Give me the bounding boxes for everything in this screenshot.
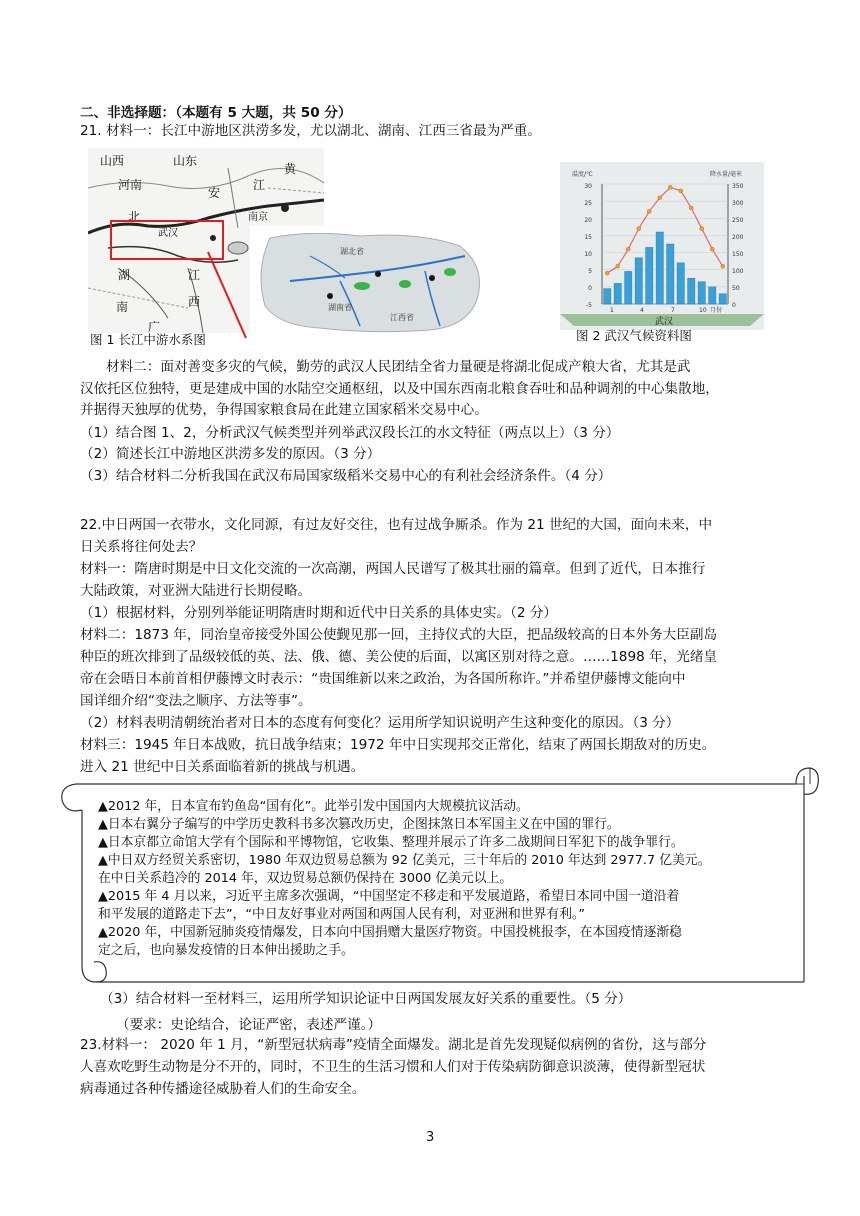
scroll-item-line: ▲2012 年，日本宣布钓鱼岛“国有化”。此举引发中国国内大规模抗议活动。 bbox=[98, 799, 529, 814]
scroll-item-line: ▲2015 年 4 月以来，习近平主席多次强调，“中国坚定不移走和平发展道路，希望日本同中国一道沿着 bbox=[98, 889, 680, 904]
precipitation-bar bbox=[698, 282, 705, 304]
map-label-xi: 西 bbox=[188, 295, 201, 309]
right-tick: 100 bbox=[732, 268, 744, 275]
precipitation-bar bbox=[667, 244, 674, 304]
right-tick: 350 bbox=[732, 183, 744, 190]
q23-material-1-line: 人喜欢吃野生动物是分不开的，同时，不卫生的生活习惯和人们对于传染病防御意识淡薄，使得新型冠状 bbox=[80, 1059, 706, 1075]
scroll-item-line: ▲中日双方经贸关系密切，1980 年双边贸易总额为 92 亿美元，三十年后的 2010 年达到 2977.7 亿美元。 bbox=[98, 853, 711, 868]
map-label-wuhan: 武汉 bbox=[158, 228, 178, 239]
figure-1-caption: 图 1 长江中游水系图 bbox=[90, 332, 206, 347]
figure-2-caption: 图 2 武汉气候资料图 bbox=[576, 328, 692, 343]
temperature-point bbox=[710, 247, 714, 251]
chart-title: 武汉 bbox=[655, 317, 674, 327]
temperature-point bbox=[658, 196, 662, 200]
right-axis-label: 降水量/毫米 bbox=[710, 171, 743, 178]
precipitation-bar bbox=[677, 263, 684, 304]
map-label-huang: 黄 bbox=[284, 162, 297, 176]
page-number: 3 bbox=[426, 1130, 435, 1145]
precipitation-bar bbox=[604, 289, 611, 304]
scroll-item-line: 在中日关系趋冷的 2014 年，双边贸易总额仍保持在 3000 亿美元以上。 bbox=[98, 871, 513, 886]
q21-question-2: （2）简述长江中游地区洪涝多发的原因。（3 分） bbox=[80, 446, 381, 462]
precipitation-bar bbox=[646, 247, 653, 304]
map-label-henan: 河南 bbox=[118, 178, 143, 192]
precipitation-bar bbox=[614, 283, 621, 304]
map-label-hu: 湖 bbox=[118, 268, 131, 282]
x-tick: 4 bbox=[640, 307, 644, 314]
q21-question-1: （1）结合图 1、2，分析武汉气候类型并列举武汉段长江的水文特征（两点以上）（3 分） bbox=[80, 425, 620, 441]
right-tick: 50 bbox=[732, 285, 740, 292]
left-tick: 0 bbox=[588, 285, 592, 292]
left-axis-label: 温度/℃ bbox=[572, 171, 593, 178]
q21-material-2-line: 材料二：面对善变多灾的气候，勤劳的武汉人民团结全省力量硬是将湖北促成产粮大省，尤其是武 bbox=[106, 359, 691, 375]
q23-material-1-line: 病毒通过各种传播途径威胁着人们的生命安全。 bbox=[80, 1081, 366, 1097]
right-tick: 250 bbox=[732, 217, 744, 224]
right-tick: 200 bbox=[732, 234, 744, 241]
q22-material-1-line: 大陆政策，对亚洲大陆进行长期侵略。 bbox=[80, 583, 312, 599]
scroll-item-line: ▲日本京都立命馆大学有个国际和平博物馆，它收集、整理并展示了许多二战期间日军犯下的战争罪行。 bbox=[98, 835, 684, 850]
figure-1-inset-map bbox=[250, 226, 498, 334]
left-tick: 15 bbox=[584, 234, 592, 241]
left-tick: 5 bbox=[588, 268, 592, 275]
temperature-points bbox=[605, 185, 725, 275]
temperature-point bbox=[668, 185, 672, 189]
map-label-guang: 广 bbox=[148, 320, 161, 333]
inset-label-jiangxi: 江西省 bbox=[390, 313, 414, 322]
q22-intro-line: 22.中日两国一衣带水，文化同源，有过友好交往，也有过战争厮杀。作为 21 世纪的大国，面向未来，中 bbox=[80, 517, 713, 533]
q22-question-3: （3）结合材料一至材料三，运用所学知识论证中日两国发展友好关系的重要性。（5 分） bbox=[100, 991, 632, 1007]
left-tick: 10 bbox=[584, 251, 592, 258]
q22-material-3-line: 进入 21 世纪中日关系面临着新的挑战与机遇。 bbox=[80, 759, 365, 775]
x-axis-label: 月份 bbox=[710, 307, 723, 314]
q22-material-2-line: 帝在会晤日本前首相伊藤博文时表示：“贵国维新以来之政治，为各国所称许。”并希望伊藤博文能向中 bbox=[80, 671, 686, 687]
q22-material-2-line: 材料二：1873 年，同治皇帝接受外国公使觐见那一回，主持仪式的大臣，把品级较高的日本外务大臣副岛 bbox=[80, 627, 718, 643]
left-tick: -5 bbox=[586, 302, 592, 309]
right-tick: 300 bbox=[732, 200, 744, 207]
q21-question-3: （3）结合材料二分析我国在武汉布局国家级稻米交易中心的有利社会经济条件。（4 分） bbox=[80, 468, 612, 484]
right-tick: 150 bbox=[732, 251, 744, 258]
map-label-bei: 北 bbox=[128, 210, 141, 224]
scroll-item-line: 定之后，也向暴发疫情的日本伸出援助之手。 bbox=[98, 943, 354, 958]
q22-question-1: （1）根据材料，分别列举能证明隋唐时期和近代中日关系的具体史实。（2 分） bbox=[80, 605, 558, 621]
precipitation-bar bbox=[688, 278, 695, 304]
map-label-nan: 南 bbox=[116, 300, 129, 314]
temperature-point bbox=[626, 247, 630, 251]
q22-material-1-line: 材料一：隋唐时期是中日文化交流的一次高潮，两国人民谱写了极其壮丽的篇章。但到了近代，日本推行 bbox=[80, 561, 706, 577]
precipitation-bar bbox=[635, 258, 642, 304]
temperature-point bbox=[689, 206, 693, 210]
inset-map-shape bbox=[250, 226, 498, 334]
scroll-item-line: 和平发展的道路走下去”，“中日友好事业对两国和两国人民有利，对亚洲和世界有利。” bbox=[98, 907, 585, 922]
scroll-item-line: ▲日本右翼分子编写的中学历史教科书多次篡改历史，企图抹煞日本军国主义在中国的罪行。 bbox=[98, 817, 620, 832]
temperature-point bbox=[700, 227, 704, 231]
left-tick: 30 bbox=[584, 183, 592, 190]
section-heading: 二、非选择题：（本题有 5 大题，共 50 分） bbox=[80, 105, 352, 121]
temperature-point bbox=[721, 264, 725, 268]
precipitation-bars bbox=[604, 232, 727, 304]
q22-material-2-line: 种臣的班次排到了品级较低的英、法、俄、德、美公使的后面，以寓区别对待之意。……1898 年，光绪皇 bbox=[80, 649, 718, 665]
left-tick: 20 bbox=[584, 217, 592, 224]
precipitation-bar bbox=[709, 287, 716, 304]
temperature-point bbox=[679, 189, 683, 193]
map-label-nanjing: 南京 bbox=[248, 212, 268, 223]
temperature-point bbox=[605, 271, 609, 275]
scroll-item-line: ▲2020 年，中国新冠肺炎疫情爆发，日本向中国捐赠大量医疗物资。中国投桃报李，在本国疫情逐渐稳 bbox=[98, 925, 682, 940]
temperature-line bbox=[607, 187, 723, 273]
temperature-point bbox=[637, 227, 641, 231]
map-label-shanxi: 山西 bbox=[100, 154, 125, 168]
q23-material-1-line: 23.材料一： 2020 年 1 月，“新型冠状病毒”疫情全面爆发。湖北是首先发现疑似病例的省份，这与部分 bbox=[80, 1037, 707, 1053]
precipitation-bar bbox=[719, 294, 726, 304]
climate-chart-svg bbox=[560, 162, 764, 330]
map-label-jiang-2: 江 bbox=[188, 268, 201, 282]
q22-intro-line: 日关系将往何处去？ bbox=[80, 539, 203, 555]
map-label-an: 安 bbox=[208, 186, 221, 200]
q22-material-3-line: 材料三：1945 年日本战败，抗日战争结束；1972 年中日实现邦交正常化，结束了两国长期敌对的历史。 bbox=[80, 737, 716, 753]
map-label-shandong: 山东 bbox=[173, 154, 198, 168]
x-tick: 1 bbox=[610, 307, 614, 314]
q21-material-2-line: 并据得天独厚的优势，争得国家粮食局在此建立国家稻米交易中心。 bbox=[80, 402, 488, 418]
right-tick: 0 bbox=[732, 302, 736, 309]
figure-2-climate-chart bbox=[560, 162, 764, 330]
x-tick: 7 bbox=[671, 307, 675, 314]
left-tick: 25 bbox=[584, 200, 592, 207]
map-highlight-pointer bbox=[200, 250, 250, 340]
q22-question-3-requirement: （要求：史论结合，论证严密，表述严谨。） bbox=[116, 1017, 382, 1033]
q21-material-1: 21. 材料一：长江中游地区洪涝多发，尤以湖北、湖南、江西三省最为严重。 bbox=[80, 123, 541, 139]
inset-label-hubei: 湖北省 bbox=[340, 247, 364, 256]
temperature-point bbox=[616, 264, 620, 268]
inset-label-hunan: 湖南省 bbox=[328, 303, 352, 312]
precipitation-bar bbox=[656, 232, 663, 304]
q22-question-2: （2）材料表明清朝统治者对日本的态度有何变化？运用所学知识说明产生这种变化的原因。（3 分） bbox=[80, 715, 680, 731]
temperature-point bbox=[647, 209, 651, 213]
map-label-jiang: 江 bbox=[253, 178, 266, 192]
q22-material-2-line: 国详细介绍“变法之顺序、方法等事”。 bbox=[80, 693, 312, 709]
x-tick: 10 bbox=[699, 307, 707, 314]
precipitation-bar bbox=[625, 271, 632, 304]
q21-material-2-line: 汉依托区位独特，更是建成中国的水陆空交通枢纽，以及中国东西南北粮食吞吐和品种调剂的中心集散地， bbox=[80, 381, 719, 397]
